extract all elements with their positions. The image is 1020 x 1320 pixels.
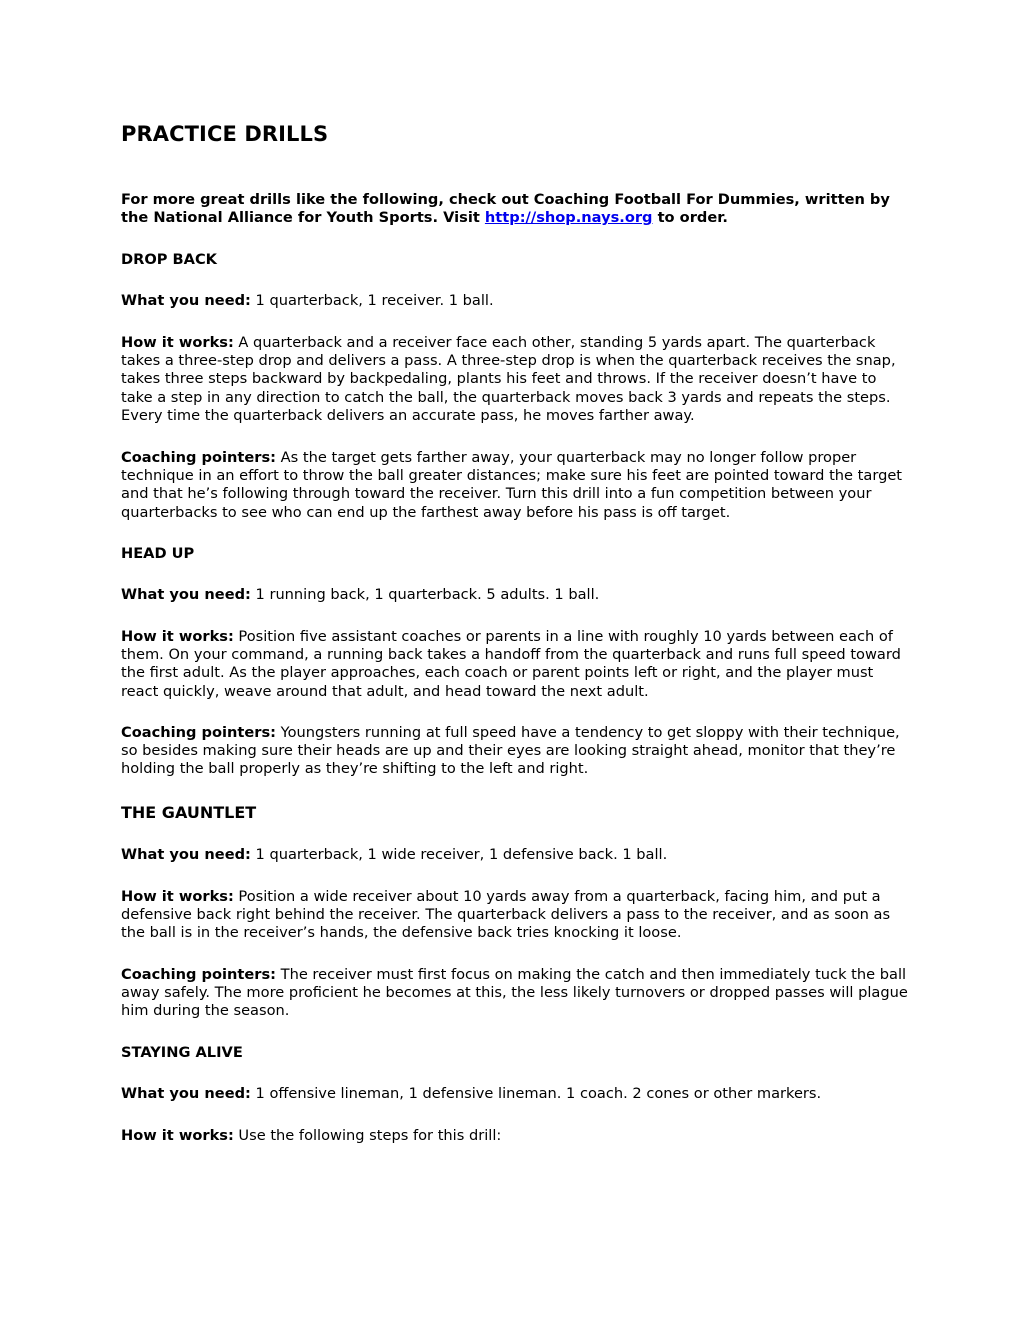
head-up-how: [121, 628, 911, 701]
pointers-label: Coaching pointers:: [121, 724, 277, 741]
need-label: What you need:: [121, 1085, 251, 1102]
drill-heading-head-up: HEAD UP: [121, 545, 195, 562]
how-text: Position a wide receiver about 10 yards away from a quarterback, facing him, and put a defensive back right behind the receiver. The quarterback delivers a pass to the receiver, and as soon as the ball is in the receiver’s hands, the defensive back tries knocking it loose.: [121, 888, 891, 942]
intro-text-end: to order.: [652, 209, 728, 227]
how-label: How it works:: [121, 334, 234, 351]
drill-heading-drop-back: DROP BACK: [121, 251, 217, 268]
need-text: 1 quarterback, 1 receiver. 1 ball.: [250, 292, 494, 309]
pointers-text: As the target gets farther away, your quarterback may no longer follow proper technique in an effort to throw the ball greater distances; make sure his feet are pointed toward the target and that he’s following through toward the receiver. Turn this drill into a fun competition between your quarterbacks to see who can end up the farthest away before his pass is off target.: [121, 449, 903, 521]
how-label: How it works:: [121, 888, 234, 905]
head-up-pointers: [121, 724, 911, 779]
gauntlet-need: [121, 846, 911, 864]
need-label: What you need:: [121, 846, 251, 863]
drop-back-need: [121, 292, 911, 310]
staying-alive-need: [121, 1085, 911, 1103]
page-title: PRACTICE DRILLS: [121, 122, 329, 146]
staying-alive-how: [121, 1127, 911, 1145]
pointers-label: Coaching pointers:: [121, 966, 277, 983]
need-label: What you need:: [121, 586, 251, 603]
gauntlet-how: [121, 888, 911, 943]
head-up-need: [121, 586, 911, 604]
pointers-text: The receiver must first focus on making the catch and then immediately tuck the ball away safely. The more proficient he becomes at this, the less likely turnovers or dropped passes will plague him during the season.: [121, 966, 908, 1020]
gauntlet-pointers: [121, 966, 911, 1021]
need-text: 1 quarterback, 1 wide receiver, 1 defensive back. 1 ball.: [250, 846, 668, 863]
intro-text: For more great drills like the following, check out Coaching Football For Dummies, written by the National Alliance for Youth Sports. Visit: [121, 191, 890, 227]
drop-back-pointers: [121, 449, 911, 522]
need-text: 1 running back, 1 quarterback. 5 adults. 1 ball.: [250, 586, 600, 603]
drill-heading-staying-alive: STAYING ALIVE: [121, 1044, 243, 1061]
drill-heading-the-gauntlet: THE GAUNTLET: [121, 803, 257, 822]
how-text: A quarterback and a receiver face each other, standing 5 yards apart. The quarterback takes a three-step drop and delivers a pass. A three-step drop is when the quarterback receives the snap, takes three steps backward by backpedaling, plants his feet and throws. If the receiver doesn’t have to take a step in any direction to catch the ball, the quarterback moves back 3 yards and repeats the steps. Every time the quarterback delivers an accurate pass, he moves farther away.: [121, 334, 896, 424]
intro-paragraph: [121, 191, 911, 227]
how-label: How it works:: [121, 1127, 234, 1144]
how-label: How it works:: [121, 628, 234, 645]
how-text: Use the following steps for this drill:: [233, 1127, 502, 1144]
pointers-text: Youngsters running at full speed have a tendency to get sloppy with their technique, so besides making sure their heads are up and their eyes are looking straight ahead, monitor that they’re holding the ball properly as they’re shifting to the left and right.: [121, 724, 900, 778]
need-label: What you need:: [121, 292, 251, 309]
drop-back-how: [121, 334, 911, 425]
how-text: Position five assistant coaches or parents in a line with roughly 10 yards between each of them. On your command, a running back takes a handoff from the quarterback and runs full speed toward the first adult. As the player approaches, each coach or parent points left or right, and the player must react quickly, weave around that adult, and head toward the next adult.: [121, 628, 901, 700]
shop-link[interactable]: http://shop.nays.org: [484, 209, 653, 227]
need-text: 1 offensive lineman, 1 defensive lineman. 1 coach. 2 cones or other markers.: [250, 1085, 822, 1102]
pointers-label: Coaching pointers:: [121, 449, 277, 466]
